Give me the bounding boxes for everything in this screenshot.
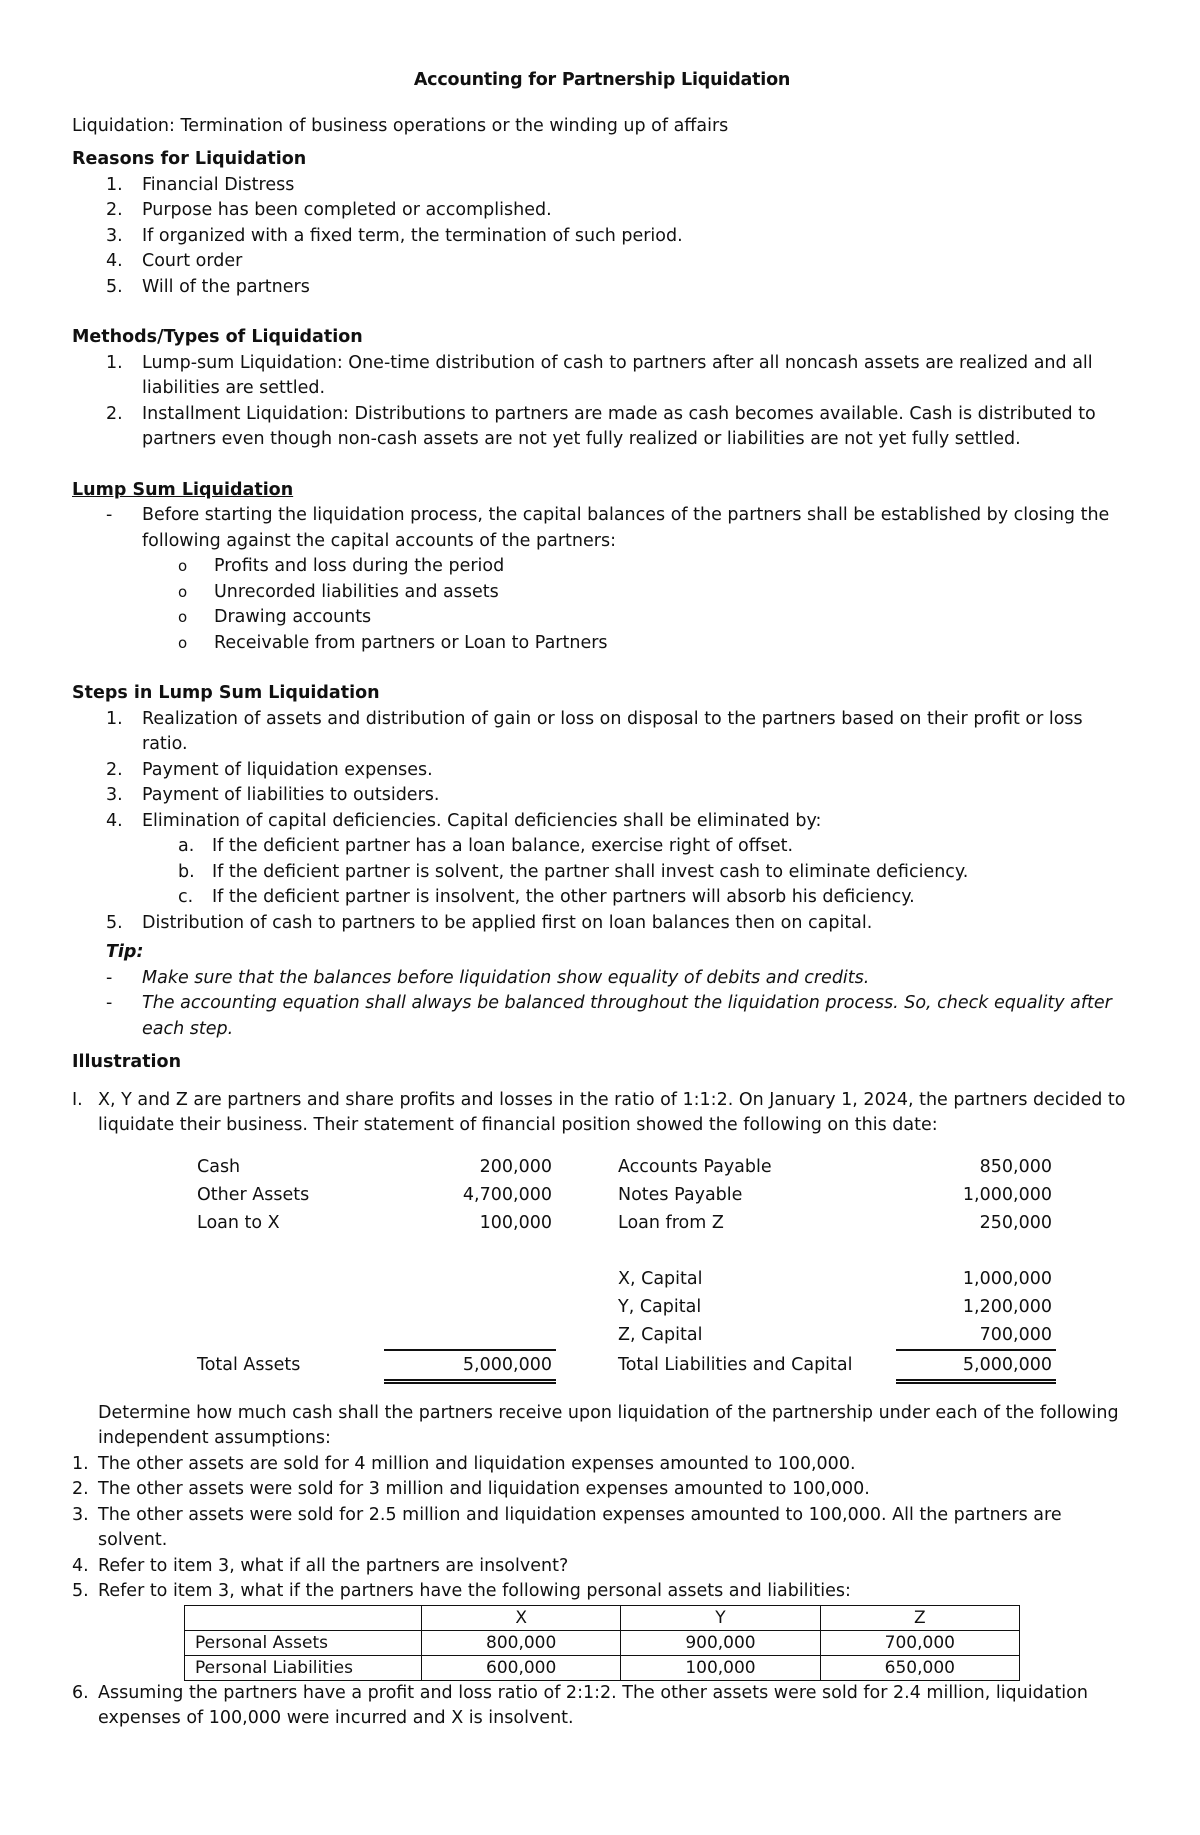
table-header-x: X [422, 1605, 621, 1630]
lump-sum-intro [72, 503, 1132, 554]
asset-label: Other Assets [197, 1184, 310, 1205]
list-item: 3. The other assets were sold for 2.5 million and liquidation expenses amounted to 100,000. All the partners are solvent. [72, 1504, 1062, 1550]
list-item: 5. Distribution of cash to partners to be applied first on loan balances then on capital. [106, 912, 873, 933]
page-title: Accounting for Partnership Liquidation [413, 70, 791, 90]
asset-amount: 100,000 [479, 1212, 552, 1233]
list-item: 1. Realization of assets and distribution of gain or loss on disposal to the partners based on their profit or loss ratio. [106, 708, 1083, 754]
list-item: 4. Elimination of capital deficiencies. Capital deficiencies shall be eliminated by: [106, 810, 822, 831]
capital-amount: 700,000 [979, 1324, 1052, 1345]
table-header-row [185, 1605, 1020, 1630]
list-item: b. If the deficient partner is solvent, the partner shall invest cash to eliminate deficiency. [178, 861, 969, 882]
total-lc-label: Total Liabilities and Capital [618, 1354, 853, 1375]
liability-amount: 250,000 [979, 1212, 1052, 1233]
definition: Liquidation: Termination of business operations or the winding up of affairs [72, 115, 729, 136]
assumptions-list-cont [72, 1681, 1132, 1732]
total-double-rule-right [896, 1379, 1056, 1384]
list-item: o Profits and loss during the period [178, 556, 505, 576]
tip-heading: Tip: [106, 942, 144, 962]
list-item: o Receivable from partners or Loan to Partners [178, 632, 608, 653]
list-item: 5. Will of the partners [106, 276, 310, 297]
liability-label: Accounts Payable [618, 1156, 772, 1177]
table-row [185, 1655, 1020, 1680]
list-item: - Before starting the liquidation process, the capital balances of the partners shall be established by closing the following against the capital accounts of the partners: [106, 505, 1110, 551]
list-item: c. If the deficient partner is insolvent, the other partners will absorb his deficiency. [178, 887, 915, 907]
illustration-heading: Illustration [72, 1052, 182, 1072]
table-cell: 800,000 [422, 1630, 621, 1655]
total-lc-amount: 5,000,000 [962, 1354, 1052, 1375]
list-item: 2. Installment Liquidation: Distributions to partners are made as cash becomes available. Cash is distributed to partners even though non-cash assets are not yet fully realized or liabilities are not yet fully settled. [106, 403, 1096, 449]
personal-assets-table [184, 1605, 1020, 1681]
liability-amount: 850,000 [979, 1156, 1052, 1177]
list-item: 5. Refer to item 3, what if the partners have the following personal assets and liabilities: [72, 1581, 851, 1601]
closing-items-list [72, 554, 1132, 656]
list-item: 3. If organized with a fixed term, the termination of such period. [106, 225, 683, 246]
assumptions-list [72, 1452, 1132, 1605]
table-cell: 650,000 [820, 1655, 1019, 1680]
list-item: 1. The other assets are sold for 4 million and liquidation expenses amounted to 100,000. [72, 1453, 856, 1474]
list-item: o Unrecorded liabilities and assets [178, 581, 499, 602]
total-assets-amount: 5,000,000 [462, 1354, 552, 1375]
liability-amount: 1,000,000 [962, 1184, 1052, 1205]
asset-label: Cash [197, 1156, 241, 1177]
asset-label: Loan to X [197, 1212, 280, 1233]
deficiency-sublist [72, 834, 1132, 911]
question-intro: Determine how much cash shall the partners receive upon liquidation of the partnership under each of the following independent assumptions: [98, 1402, 1119, 1448]
methods-list [72, 351, 1132, 453]
list-item: a. If the deficient partner has a loan balance, exercise right of offset. [178, 836, 794, 856]
table-cell: 900,000 [621, 1630, 820, 1655]
table-row [185, 1630, 1020, 1655]
table-header-y: Y [621, 1605, 820, 1630]
steps-list [72, 707, 1132, 835]
capital-label: Y, Capital [618, 1296, 702, 1317]
table-cell: 700,000 [820, 1630, 1019, 1655]
capital-amount: 1,200,000 [962, 1296, 1052, 1317]
table-cell: 100,000 [621, 1655, 820, 1680]
liability-label: Notes Payable [618, 1184, 743, 1205]
statement-of-financial-position [72, 1153, 1132, 1389]
list-item: 2. The other assets were sold for 3 million and liquidation expenses amounted to 100,000. [72, 1479, 870, 1499]
steps-heading: Steps in Lump Sum Liquidation [72, 683, 380, 703]
row-label: Personal Liabilities [185, 1655, 422, 1680]
list-item: 1. Financial Distress [106, 174, 295, 195]
list-item: 2. Purpose has been completed or accomplished. [106, 200, 552, 220]
reasons-list [72, 173, 1132, 301]
lump-sum-heading: Lump Sum Liquidation [72, 479, 294, 500]
illustration-problem [72, 1088, 1132, 1139]
asset-amount: 200,000 [479, 1156, 552, 1177]
list-item: o Drawing accounts [178, 607, 372, 627]
table-cell: 600,000 [422, 1655, 621, 1680]
table-corner-cell [185, 1605, 422, 1630]
tip-list [72, 966, 1132, 1043]
capital-label: Z, Capital [618, 1324, 703, 1345]
capital-label: X, Capital [618, 1268, 703, 1289]
list-item: I. X, Y and Z are partners and share profits and losses in the ratio of 1:1:2. On January 1, 2024, the partners decided to liquidate their business. Their statement of financial position showed the following on this date: [72, 1089, 1126, 1135]
reasons-heading: Reasons for Liquidation [72, 149, 307, 169]
list-item: 1. Lump-sum Liquidation: One-time distribution of cash to partners after all noncash assets are realized and all liabilities are settled. [106, 352, 1093, 398]
document-page [72, 68, 1132, 1732]
total-double-rule-left [384, 1379, 556, 1384]
list-item: 3. Payment of liabilities to outsiders. [106, 785, 440, 805]
methods-heading: Methods/Types of Liquidation [72, 327, 363, 347]
list-item: 4. Court order [106, 251, 243, 271]
list-item: 4. Refer to item 3, what if all the partners are insolvent? [72, 1555, 569, 1576]
capital-amount: 1,000,000 [962, 1268, 1052, 1289]
row-label: Personal Assets [185, 1630, 422, 1655]
steps-list-cont [72, 911, 1132, 937]
list-item: 6. Assuming the partners have a profit and loss ratio of 2:1:2. The other assets were sold for 2.4 million, liquidation expenses of 100,000 were incurred and X is insolvent. [72, 1682, 1088, 1728]
table-header-z: Z [820, 1605, 1019, 1630]
liability-label: Loan from Z [618, 1212, 724, 1233]
total-assets-label: Total Assets [197, 1354, 301, 1375]
list-item: 2. Payment of liquidation expenses. [106, 759, 433, 780]
list-item: - Make sure that the balances before liquidation show equality of debits and credits. [106, 967, 870, 988]
list-item: - The accounting equation shall always be balanced throughout the liquidation process. So, check equality after each step. [106, 993, 1112, 1039]
asset-amount: 4,700,000 [462, 1184, 552, 1205]
